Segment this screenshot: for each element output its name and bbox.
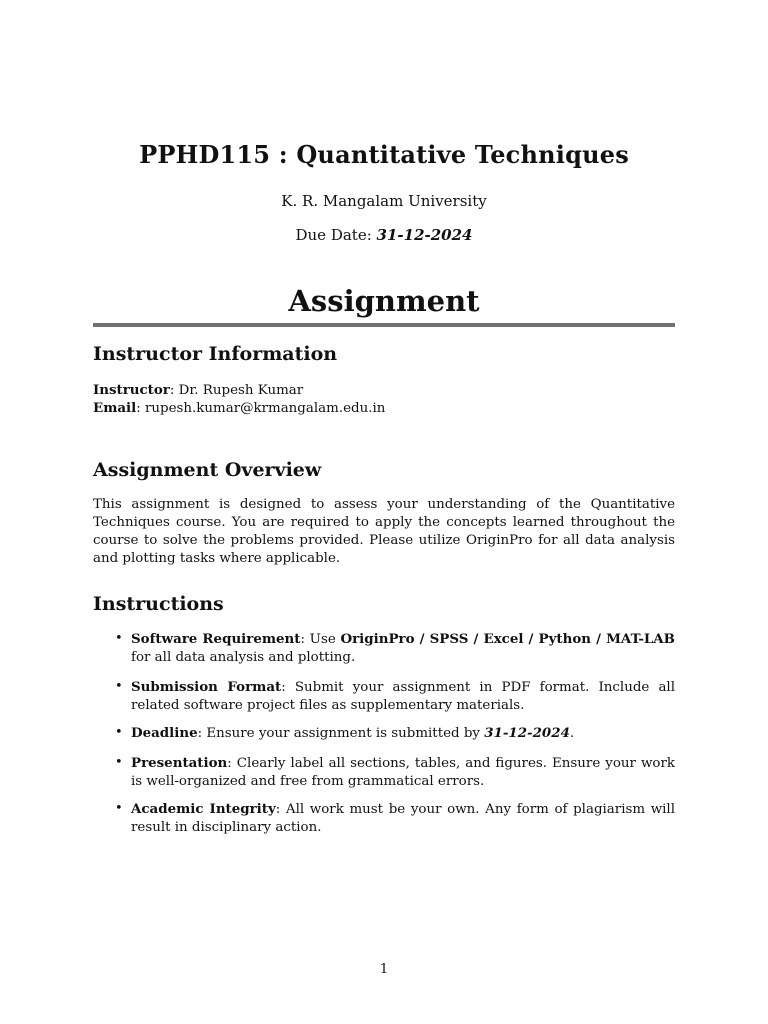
page-number: 1 <box>379 962 389 977</box>
document-page: PPHD115 : Quantitative Techniques K. R. Mangalam University Due Date: 31-12-2024 Assignment Instructor Information Instructor: Dr. Rupesh Kumar Email: rupesh.kumar@krmangalam.edu.in Assignment Overview This assignment is designed to assess your understanding of the Quantitative Techniques course. You are required to apply the concepts learned throughout the course to solve the problems provided. Please utilize OriginPro for all data analysis and plotting tasks where applicable. Instructions • Software Requirement: Use OriginPro / SPSS / Excel / Python / MAT-LAB for all data analysis and plotting. • Submission Format: Submit your assignment in PDF format. Include all related software project files as supplementary materials. • Deadline: Ensure your assignment is submitted by 31-12-2024. • Presentation: Clearly label all sections, tables, and figures. Ensure your work is well-organized and free from grammatical errors. • Academic Integrity: All work must be your own. Any form of plagiarism will result in disciplinary action. 1 <box>93 140 675 977</box>
item-label: Software Requirement <box>131 631 301 647</box>
email-line <box>93 399 385 418</box>
instructor-label: Instructor <box>93 382 170 398</box>
email-value: : rupesh.kumar@krmangalam.edu.in <box>136 401 386 416</box>
due-date-label: Due Date: <box>295 226 372 244</box>
due-date-line <box>93 226 675 244</box>
university-name: K. R. Mangalam University <box>281 192 487 210</box>
item-label: Presentation <box>131 755 228 771</box>
bullet-icon: • <box>115 725 123 740</box>
document-heading: Assignment <box>288 284 480 318</box>
bullet-icon: • <box>115 679 123 694</box>
bullet-icon: • <box>115 801 123 816</box>
instructor-line <box>93 381 303 400</box>
deadline-date: 31-12-2024 <box>484 725 570 741</box>
item-label: Submission Format <box>131 679 282 695</box>
instructor-section-heading: Instructor Information <box>93 343 338 365</box>
email-label: Email <box>93 400 137 416</box>
overview-section-heading: Assignment Overview <box>93 459 322 481</box>
instructions-section-heading: Instructions <box>93 593 224 615</box>
bullet-icon: • <box>115 631 123 646</box>
instructor-value: : Dr. Rupesh Kumar <box>169 383 304 398</box>
course-title: PPHD115 : Quantitative Techniques <box>139 140 629 169</box>
item-label: Deadline <box>131 725 198 741</box>
due-date-value: 31-12-2024 <box>376 226 473 244</box>
heading-rule <box>93 323 675 327</box>
bullet-icon: • <box>115 755 123 770</box>
item-label: Academic Integrity <box>131 801 276 817</box>
software-list: OriginPro / SPSS / Excel / Python / MAT-LAB <box>340 631 675 647</box>
overview-paragraph: This assignment is designed to assess your understanding of the Quantitative Techniques course. You are required to apply the concepts learned throughout the course to solve the problems provided. Please utilize OriginPro for all data analysis and plotting tasks where applicable. <box>93 497 675 566</box>
